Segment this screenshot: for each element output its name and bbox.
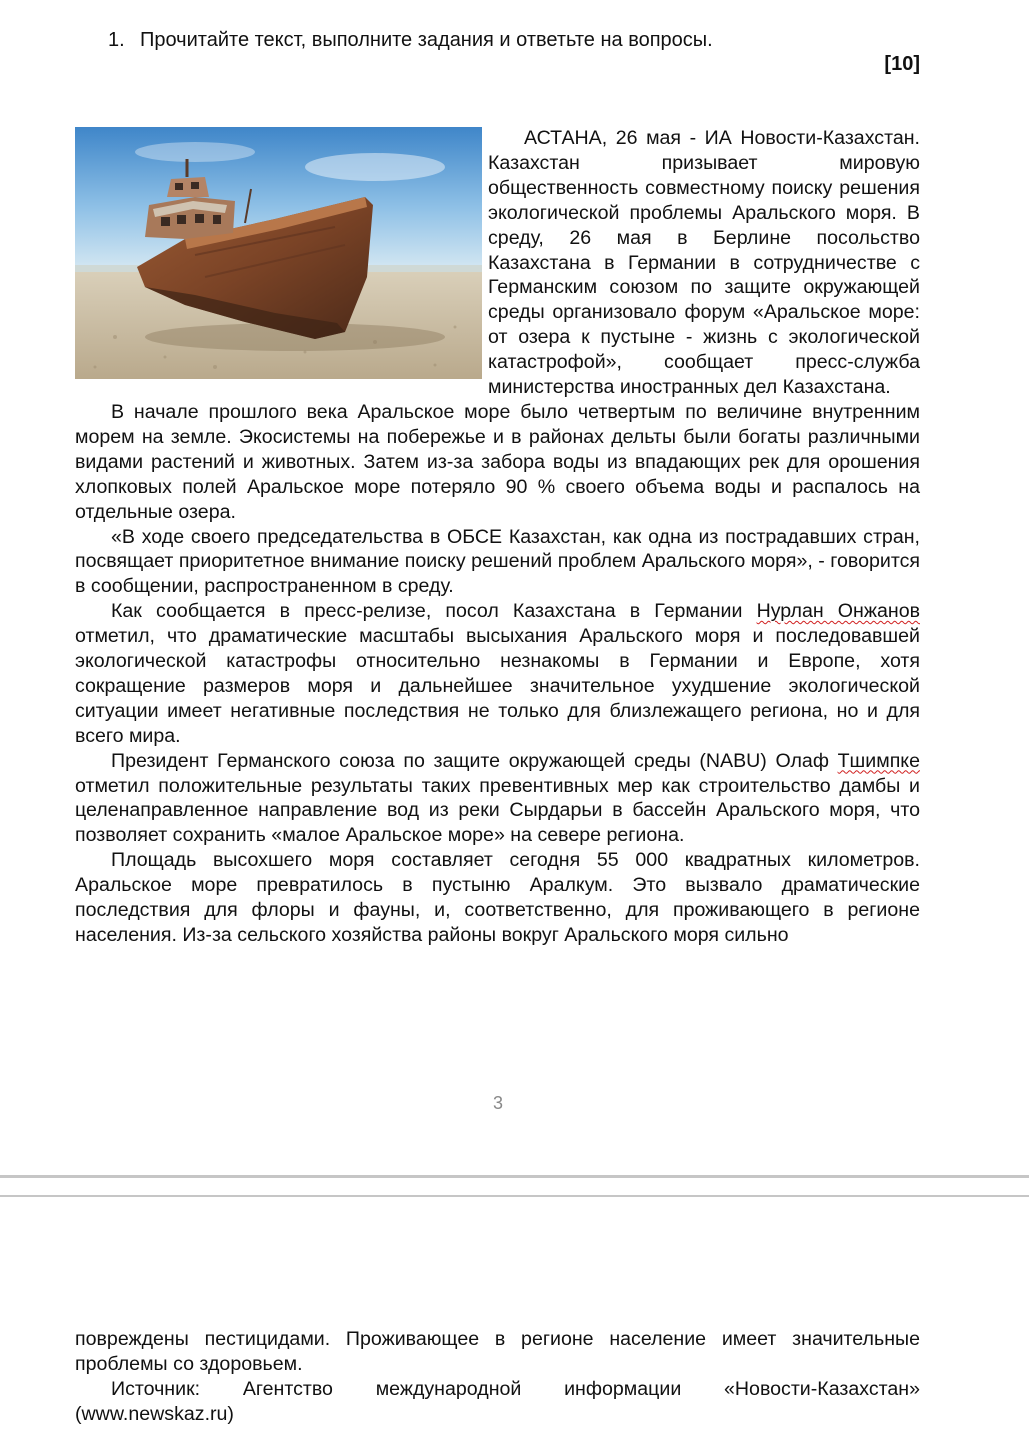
paragraph-4-text-b: отметил, что драматические масштабы высыхания Аральского моря и последовавшей экологической катастрофы относительно незнакомы в Германии и Европе, хотя сокращение размеров моря и дальнейшее значительное ухудшение экологической ситуации имеет негативные последствия не только для близлежащего региона, но и для всего мира. <box>75 625 920 747</box>
article-paragraph-6: Площадь высохшего моря составляет сегодня 55 000 квадратных километров. Аральское море превратилось в пустыню Аралкум. Это вызвало драматические последствия для флоры и фауны, и, соответственно, для проживающего в регионе населения. Из-за сельского хозяйства районы вокруг Аральского моря сильно <box>75 849 920 946</box>
ship-photo <box>75 127 482 379</box>
paragraph-4-text-a: Как сообщается в пресс-релизе, посол Казахстана в Германии <box>111 600 757 623</box>
article-paragraph-5 <box>75 749 920 849</box>
article-paragraph-6-continued: повреждены пестицидами. Проживающее в регионе население имеет значительные проблемы со здоровьем. <box>75 1328 920 1375</box>
page-separator <box>0 1175 1029 1197</box>
paragraph-5-text-b: отметил положительные результаты таких превентивных мер как строительство дамбы и целенаправленное направление вод из реки Сырдарьи в бассейн Аральского моря, что позволяет сохранить «малое Аральское море» на севере региона. <box>75 774 920 847</box>
task-instruction <box>108 28 713 52</box>
article-body <box>75 126 920 948</box>
misspelled-name-tshimpke: Тшимпке <box>837 749 920 772</box>
page-number: 3 <box>492 1093 503 1113</box>
misspelled-name-onzhanov: Нурлан Онжанов <box>756 600 920 623</box>
article-paragraph-3: «В ходе своего председательства в ОБСЕ Казахстан, как одна из пострадавших стран, посвящает приоритетное внимание поиску решений проблем Аральского моря», - говорится в сообщении, распространенном в среду. <box>75 525 920 598</box>
document-page-2 <box>75 1327 920 1427</box>
article-paragraph-2: В начале прошлого века Аральское море было четвертым по величине внутренним морем на земле. Экосистемы на побережье и в районах дельты были богаты различными видами растений и животных. Затем из-за забора воды из впадающих рек для орошения хлопковых полей Аральское море потеряло 90 % своего объема воды и распалось на отдельные озера. <box>75 400 920 523</box>
article-paragraph-1: АСТАНА, 26 мая - ИА Новости-Казахстан. Казахстан призывает мировую общественность совместному поиску решения экологической проблемы Аральского моря. В среду, 26 мая в Берлине посольство Казахстана в Германии в сотрудничестве с Германским союзом по защите окружающей среды организовало форум «Аральское море: от озера к пустыне - жизнь с экологической катастрофой», сообщает пресс-служба министерства иностранных дел Казахстана. <box>488 127 920 399</box>
article-source: Источник: Агентство международной информации «Новости-Казахстан» (www.newskaz.ru) <box>75 1377 920 1425</box>
task-score: [10] <box>884 53 920 75</box>
paragraph-5-text-a: Президент Германского союза по защите окружающей среды (NABU) Олаф <box>111 749 838 772</box>
task-text: Прочитайте текст, выполните задания и ответьте на вопросы. <box>140 29 713 51</box>
article-paragraph-4 <box>75 599 920 748</box>
task-number: 1. <box>108 29 125 51</box>
